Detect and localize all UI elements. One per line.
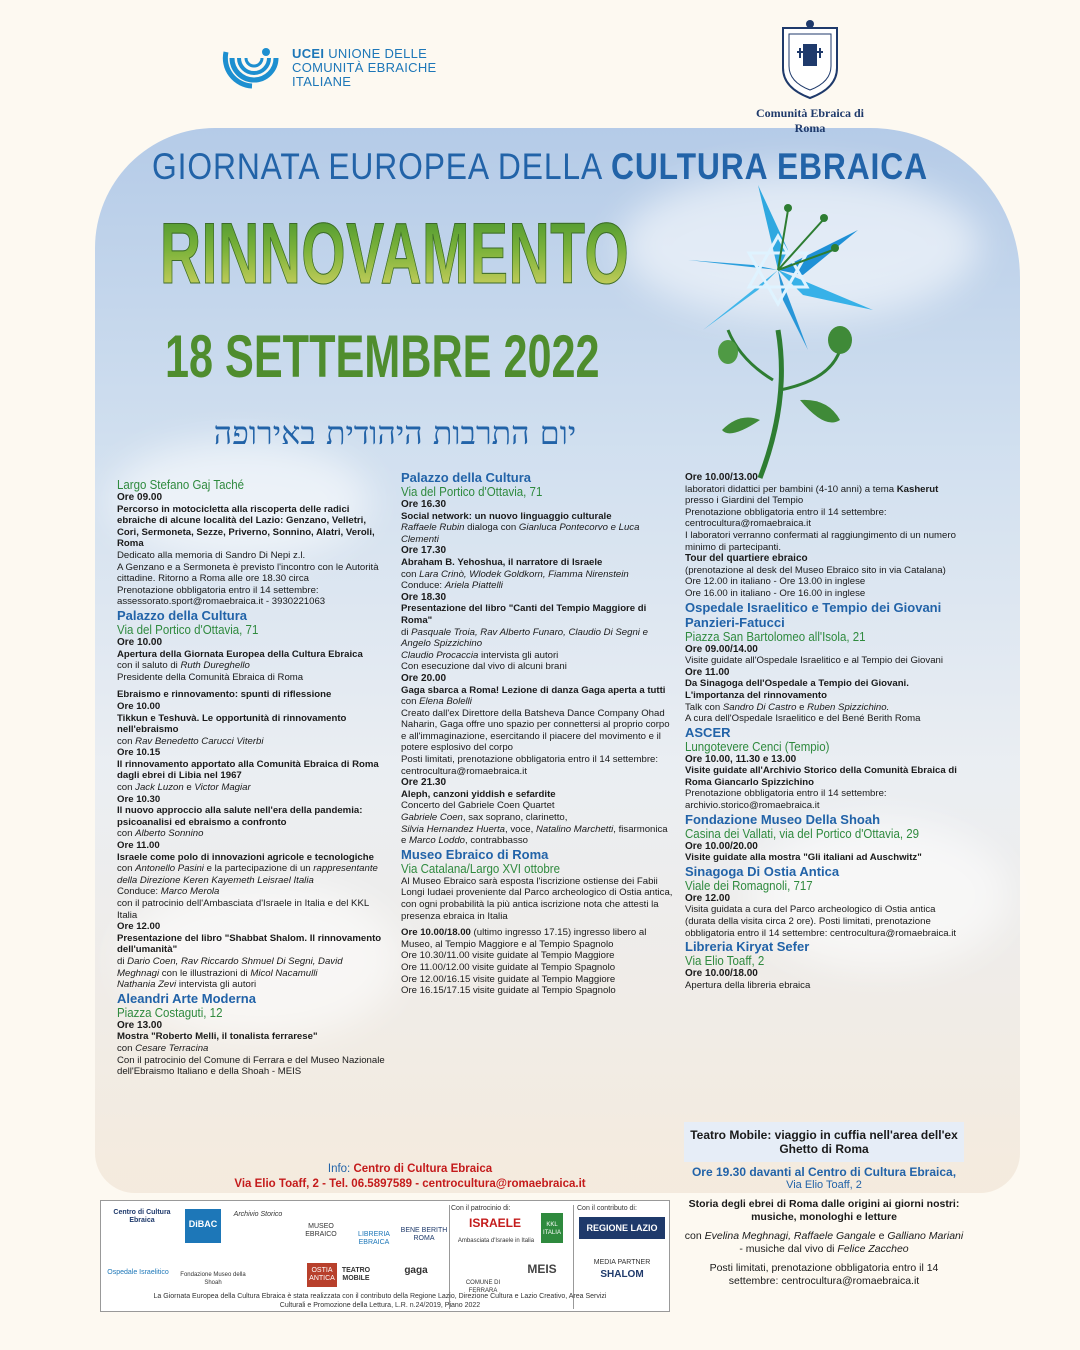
event-text: I laboratori verranno confermati al raggiungimento di un numero minimo di partecipanti. (685, 529, 956, 553)
speaker-name: rappresentante della Direzione Keren Kayemeth Leisrael Italia (117, 863, 378, 886)
speaker-name: Sandro Di Castro (722, 701, 797, 713)
speaker-name: Jack Luzon (135, 782, 184, 794)
location-address: Lungotevere Cenci (Tempio) (685, 739, 830, 754)
event-time: Ore 10.00/18.00 (401, 927, 471, 939)
location-name: ASCER (685, 724, 731, 740)
info-label: Info: (327, 1163, 354, 1175)
event-text: , sax soprano, clarinetto, (462, 812, 568, 824)
speaker-name: Claudio Procaccia (401, 649, 479, 661)
performer-name: Evelina Meghnagi, Raffaele Gangale (704, 1230, 876, 1242)
event-time: Ore 21.30 (401, 777, 447, 789)
contributo-label: Con il contributo di: (577, 1205, 637, 1212)
speaker-name: Rav Benedetto Carucci Viterbi (135, 735, 264, 747)
ospedale-israelitico-logo: Ospedale Israelitico (107, 1269, 169, 1276)
event-time: Ore 09.00/14.00 (685, 643, 758, 655)
event-text: Ore 11.00/12.00 visite guidate al Tempio Spagnolo (401, 961, 616, 973)
event-text: Visita guidata a cura del Parco archeologico di Ostia antica (durata della visita circa 2 ore). Posti limitati, prenotazione obbligatoria entro il 14 settembre: centrocultura@romaebraica.it (685, 904, 957, 939)
speaker-name: Natalino Marchetti (535, 823, 614, 835)
speaker-name: Alberto Sonnino (135, 828, 204, 840)
info-block (200, 1162, 620, 1192)
location-address: Via del Portico d'Ottavia, 71 (117, 622, 259, 637)
teatro-description: Storia degli ebrei di Roma dalle origini ai giorni nostri: musiche, monologhi e letture (688, 1198, 960, 1223)
event-title: Apertura della Giornata Europea della Cultura Ebraica (117, 648, 363, 660)
event-time: Ore 10.30 (117, 793, 161, 805)
event-time: Ore 12.00 (117, 921, 161, 933)
event-text: Concerto del Gabriele Coen Quartet (401, 800, 555, 812)
comune-ferrara-logo: COMUNE DI FERRARA (465, 1280, 501, 1294)
speaker-name: Victor Magiar (194, 782, 251, 794)
speaker-name: Raffaele Rubin (401, 522, 465, 534)
speaker-name: Ariela Piattelli (444, 580, 503, 592)
speaker-name: Dario Coen, Rav Riccardo Shmuel Di Segni, David Meghnagi (117, 955, 343, 979)
speaker-name: Micol Nacamulli (250, 967, 318, 979)
speaker-name: Pasquale Troia, Rav Alberto Funaro, Claudio Di Segni e Angelo Spizzichino (401, 626, 648, 650)
event-text: con (401, 696, 420, 708)
event-text: con il saluto di (117, 660, 181, 672)
location-name: Fondazione Museo Della Shoah (685, 811, 881, 827)
event-time: Ore 10.00 (117, 636, 163, 648)
location-address: Via Catalana/Largo XVI ottobre (401, 861, 560, 876)
speaker-name: Gabriele Coen (401, 812, 463, 824)
speaker-name: Nathania Zevi (117, 979, 177, 991)
location-name: Aleandri Arte Moderna (117, 990, 256, 1006)
event-text: Posti limitati, prenotazione obbligatoria entro il 14 settembre: centrocultura@romaebraica.it (401, 754, 659, 777)
event-text: presso i Giardini del Tempio (685, 495, 804, 507)
event-text: con (117, 1042, 136, 1054)
event-time: Ore 17.30 (401, 545, 447, 557)
ostia-antica-logo: OSTIA ANTICA (307, 1263, 337, 1287)
centro-cultura-logo: Centro di Cultura Ebraica (113, 1209, 171, 1224)
event-title: Il rinnovamento apportato alla Comunità Ebraica di Roma dagli ebrei di Libia nel 1967 (117, 758, 379, 782)
event-text: Creato dall'ex Direttore della Batsheva Dance Company Ohad Naharin, Gaga offre uno spazio per connettersi al proprio corpo e all'immaginazione, esercitando il piacere del movimento e il potere esplosivo del corpo (401, 707, 670, 754)
event-text: A Genzano e a Sermoneta è previsto l'incontro con le Autorità cittadine. Ritorno a Roma alle ore 18.30 circa (117, 561, 379, 585)
israele-logo: ISRAELE (468, 1216, 521, 1230)
speaker-name: Ruben Spizzichino. (807, 701, 890, 713)
footnote: La Giornata Europea della Cultura Ebraica è stata realizzata con il contributo della Regione Lazio, Direzione Cultura e Lazio Creativo, Area Servizi Culturali e Promozione della Lettura, L.R. n.24/2019, Piano 2022 (153, 1293, 607, 1309)
event-text: Presidente della Comunità Ebraica di Roma (117, 671, 304, 683)
media-partner-label: MEDIA PARTNER (593, 1259, 651, 1266)
archivio-storico-logo: Archivio Storico (233, 1211, 283, 1218)
libreria-ebraica-logo: LIBRERIA EBRAICA (358, 1231, 390, 1246)
event-text: con il patrocinio dell'Ambasciata d'Israele in Italia e del KKL Italia (117, 898, 369, 921)
event-title: Tour del quartiere ebraico (685, 553, 808, 565)
event-text: con (117, 828, 136, 840)
museo-ebraico-logo: MUSEO EBRAICO (305, 1223, 337, 1238)
event-text: con (401, 568, 420, 580)
event-text: (ultimo ingresso 17.15) ingresso libero al Museo, al Tempio Maggiore e al Tempio Spagnolo (401, 927, 647, 950)
event-text: di (117, 955, 128, 967)
event-title: Percorso in motocicletta alla riscoperta delle radici ebraiche di alcune località del Lazio: Genzano, Velletri, Cori, Sermoneta, Sezze, Priverno, Sonnino, Alatri, Veroli, Roma (117, 503, 375, 550)
info-contacts: Via Elio Toaff, 2 - Tel. 06.5897589 - centrocultura@romaebraica.it (234, 1178, 586, 1190)
performer-name: Felice Zaccheo (837, 1243, 909, 1255)
teatro-time: Ore 19.30 davanti al Centro di Cultura Ebraica, (691, 1165, 957, 1179)
speaker-name: Marco Merola (160, 886, 220, 898)
event-time: Ore 10.00/13.00 (685, 472, 758, 483)
ucei-mark-icon (222, 38, 286, 98)
event-title: Presentazione del libro "Canti del Tempio Maggiore di Roma" (401, 603, 647, 626)
bene-berith-logo: BENE BERITH ROMA (400, 1227, 448, 1242)
speaker-name: Antonello Pasini (135, 863, 204, 875)
teatro-note: Posti limitati, prenotazione obbligatoria entro il 14 settembre: centrocultura@romaebraica.it (709, 1262, 939, 1287)
teatro-header (684, 1122, 964, 1162)
meis-logo: MEIS (527, 1262, 557, 1276)
speaker-name: Gianluca Pontecorvo e Luca Clementi (401, 522, 640, 545)
event-text: Conduce: (117, 886, 161, 898)
shalom-logo: SHALOM (600, 1269, 644, 1280)
event-time: Ore 18.30 (401, 591, 447, 603)
event-text: di (401, 626, 412, 638)
dibac-logo: DiBAC (185, 1209, 221, 1243)
event-text: intervista gli autori (176, 979, 257, 991)
event-text: A cura dell'Ospedale Israelitico e del Bené Berith Roma (685, 713, 921, 725)
event-time: Ore 16.30 (401, 499, 447, 510)
event-title: Abraham B. Yehoshua, il narratore di Israele (401, 556, 603, 568)
fondazione-shoah-logo: Fondazione Museo della Shoah (180, 1272, 246, 1286)
ucei-logo (222, 38, 437, 98)
ucei-line2: COMUNITÀ EBRAICHE (292, 60, 437, 75)
event-time: Ore 11.00 (685, 666, 730, 678)
event-title: Visite guidate all'Archivio Storico della Comunità Ebraica di Roma Giancarlo Spizzichino (685, 765, 957, 788)
event-text: Dedicato alla memoria di Sandro Di Nepi z.l. (117, 549, 306, 561)
event-text: con (117, 863, 136, 875)
location-address: Largo Stefano Gaj Taché (117, 478, 245, 492)
event-text: Ore 16.15/17.15 visite guidate al Tempio Spagnolo (401, 985, 616, 997)
location-address: Casina dei Vallati, via del Portico d'Ottavia, 29 (685, 826, 920, 841)
rome-community-logo (740, 18, 880, 136)
event-title: Social network: un nuovo linguaggio culturale (401, 510, 612, 522)
event-title: Visite guidate alla mostra "Gli italiani ad Auschwitz" (685, 852, 922, 864)
event-text: e (183, 782, 195, 794)
teatro-mobile-logo: TEATRO MOBILE (341, 1267, 371, 1282)
event-time: Ore 10.00/18.00 (685, 968, 758, 980)
performer-name: Galliano Mariani (887, 1230, 964, 1242)
event-time: Ore 09.00 (117, 492, 163, 503)
gaga-logo: gaga (404, 1265, 428, 1276)
event-title: Aleph, canzoni yiddish e sefardite (401, 788, 556, 800)
event-time: Ore 10.00, 11.30 e 13.00 (685, 753, 797, 765)
location-name: Palazzo della Cultura (401, 470, 532, 485)
location-name: Libreria Kiryat Sefer (685, 939, 810, 955)
event-title: Da Sinagoga dell'Ospedale a Tempio dei Giovani. L'importanza del rinnovamento (685, 678, 909, 701)
event-text: Con il patrocinio del Comune di Ferrara e del Museo Nazionale dell'Ebraismo Italiano e della Shoah - MEIS (117, 1054, 385, 1078)
speaker-name: Elena Bolelli (419, 696, 472, 708)
event-title: Gaga sbarca a Roma! Lezione di danza Gaga aperta a tutti (401, 684, 666, 696)
event-title-a: GIORNATA EUROPEA DELLA (152, 146, 611, 187)
event-text: Prenotazione obbligatoria entro il 14 settembre: (117, 584, 319, 596)
info-center: Centro di Cultura Ebraica (353, 1163, 493, 1175)
teatro-title: Teatro Mobile: viaggio in cuffia nell'area dell'ex Ghetto di Roma (690, 1128, 958, 1156)
event-text: dialoga con (464, 522, 519, 534)
teatro-text: con (684, 1230, 705, 1242)
teatro-text: e (875, 1230, 888, 1242)
location-address: Viale dei Romagnoli, 717 (685, 878, 813, 893)
event-text: Ore 10.30/11.00 visite guidate al Tempio Maggiore (401, 950, 615, 962)
event-title-b: CULTURA EBRAICA (610, 146, 928, 187)
location-name: Palazzo della Cultura (117, 607, 248, 623)
event-text: Talk con (685, 701, 723, 713)
teatro-address: Via Elio Toaff, 2 (786, 1179, 862, 1191)
event-keyword: Kasherut (896, 483, 939, 495)
event-text: Ore 16.00 in italiano - Ore 16.00 in inglese (685, 587, 866, 599)
event-text: e (796, 701, 808, 713)
ucei-line3: ITALIANE (292, 74, 352, 89)
event-time: Ore 12.00 (685, 892, 731, 904)
event-time: Ore 10.00/20.00 (685, 840, 758, 852)
event-title: Israele come polo di innovazioni agricole e tecnologiche (117, 851, 374, 863)
speaker-name: Ruth Dureghello (180, 660, 250, 672)
rome-seal-icon (775, 18, 845, 100)
location-address: Piazza Costaguti, 12 (117, 1005, 223, 1020)
event-text: laboratori didattici per bambini (4-10 anni) a tema (685, 483, 897, 495)
session-subtitle: Ebraismo e rinnovamento: spunti di riflessione (117, 689, 332, 701)
location-address: Piazza San Bartolomeo all'Isola, 21 (685, 629, 866, 644)
speaker-name: Silvia Hernandez Huerta (401, 823, 505, 835)
event-text: con le illustrazioni di (159, 967, 251, 979)
blue-lily-illustration (650, 180, 920, 480)
event-time: Ore 13.00 (117, 1019, 163, 1031)
location-address: Via Elio Toaff, 2 (685, 954, 765, 969)
hebrew-title: יום התרבות היהודית באירופה (213, 414, 577, 452)
event-title: Il nuovo approccio alla salute nell'era della pandemia: psicoanalisi ed ebraismo a confronto (117, 805, 363, 828)
event-text: , voce, (505, 823, 536, 835)
event-text: assessorato.sport@romaebraica.it - 3930221063 (117, 596, 326, 608)
program-column-2 (401, 470, 673, 997)
event-title: Tikkun e Teshuvà. Le opportunità di rinnovamento nell'ebraismo (117, 712, 347, 736)
event-text: Al Museo Ebraico sarà esposta l'iscrizione ostiense dei Fabii Longi Iudaei proveniente dal Parco archeologico di Ostia antica, con ogni probabilità la più antica iscrizione nota che attesti la presenza ebraica in Italia (401, 875, 673, 922)
event-text: , contrabbasso (465, 835, 528, 847)
event-text: Conduce: (401, 580, 445, 592)
ucei-line1: UNIONE DELLE (328, 46, 428, 61)
event-text: Apertura della libreria ebraica (685, 979, 811, 991)
ambasciata-text: Ambasciata d'Israele in Italia (457, 1238, 535, 1244)
event-time: Ore 10.15 (117, 747, 161, 759)
event-title: Presentazione del libro "Shabbat Shalom. Il rinnovamento dell'umanità" (117, 932, 382, 956)
theme-title: RINNOVAMENTO (160, 206, 630, 302)
event-text: con (117, 735, 136, 747)
event-date: 18 SETTEMBRE 2022 (165, 323, 600, 390)
event-text: Ore 12.00/16.15 visite guidate al Tempio Maggiore (401, 973, 616, 985)
ucei-abbr: UCEI (292, 46, 325, 61)
event-text: Prenotazione obbligatoria entro il 14 settembre: centrocultura@romaebraica.it (685, 506, 887, 530)
program-column-1 (117, 478, 385, 1078)
event-text: intervista gli autori (478, 649, 559, 661)
rome-caption: Comunità Ebraica di Roma (755, 106, 864, 135)
event-time: Ore 10.00 (117, 700, 161, 712)
event-text: (prenotazione al desk del Museo Ebraico sito in via Catalana) (685, 564, 946, 576)
location-name: Ospedale Israelitico e Tempio dei Giovani Panzieri-Fatucci (685, 599, 942, 630)
location-name: Sinagoga Di Ostia Antica (685, 863, 840, 879)
teatro-text: - musiche dal vivo di (739, 1243, 838, 1255)
teatro-mobile-box (684, 1122, 964, 1302)
event-time: Ore 11.00 (117, 840, 160, 852)
kkl-logo: KKL ITALIA (541, 1213, 563, 1243)
speaker-name: Lara Crinò, Wlodek Goldkorn, Fiamma Nirenstein (419, 568, 629, 580)
event-text: Con esecuzione dal vivo di alcuni brani (401, 661, 567, 673)
event-time: Ore 20.00 (401, 672, 447, 684)
program-column-3 (685, 472, 965, 991)
event-text: e la partecipazione di un (203, 863, 314, 875)
speaker-name: Marco Loddo (409, 835, 466, 847)
event-title: Mostra "Roberto Melli, il tonalista ferrarese" (117, 1031, 318, 1043)
regione-lazio-logo: REGIONE LAZIO (579, 1217, 665, 1239)
location-address: Via del Portico d'Ottavia, 71 (401, 485, 543, 499)
event-text: Visite guidate all'Ospedale Israelitico e al Tempio dei Giovani (685, 655, 943, 667)
event-text: Prenotazione obbligatoria entro il 14 settembre: archivio.storico@romaebraica.it (685, 788, 887, 812)
event-text: con (117, 782, 136, 794)
patrocinio-label: Con il patrocinio di: (451, 1205, 511, 1212)
speaker-name: Cesare Terracina (135, 1042, 209, 1054)
location-name: Museo Ebraico di Roma (401, 846, 549, 862)
event-text: Ore 12.00 in italiano - Ore 13.00 in inglese (685, 576, 866, 588)
event-text: , fisarmonica e (401, 823, 668, 847)
